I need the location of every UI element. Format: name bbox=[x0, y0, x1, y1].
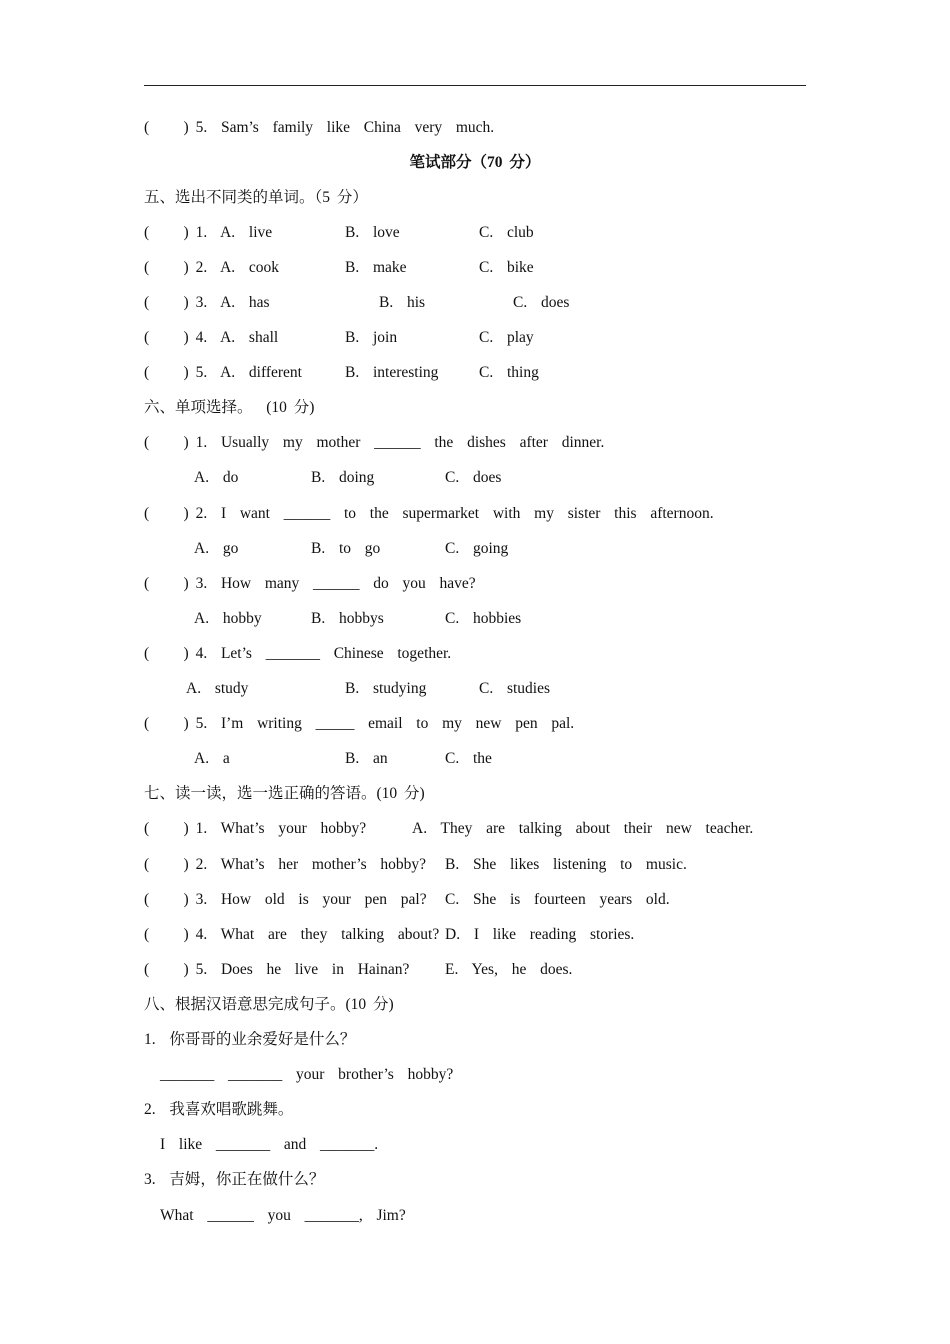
s5-q5-option-b: B. interesting bbox=[345, 364, 439, 381]
s5-q1: ( ) 1. A. live bbox=[144, 224, 273, 241]
s8-q3-chinese: 3. 吉姆，你正在做什么？ bbox=[144, 1171, 325, 1188]
s6-q1-option-b: B. doing bbox=[311, 469, 375, 486]
s6-q3-option-c: C. hobbies bbox=[445, 610, 522, 627]
s7-q1: ( ) 1. What’s your hobby? bbox=[144, 820, 367, 837]
s5-q3: ( ) 3. A. has bbox=[144, 294, 270, 311]
s6-q3-option-b: B. hobbys bbox=[311, 610, 384, 627]
s5-q3-option-b: B. his bbox=[379, 294, 426, 311]
s5-q4-option-c: C. play bbox=[479, 329, 534, 346]
prev-question-5: ( ) 5. Sam’s family like China very much. bbox=[144, 119, 495, 136]
s7-answer-b: B. She likes listening to music. bbox=[445, 856, 687, 873]
s5-q5-option-c: C. thing bbox=[479, 364, 539, 381]
s5-q2-option-c: C. bike bbox=[479, 259, 534, 276]
s7-answer-a: A. They are talking about their new teacher. bbox=[412, 820, 754, 837]
s7-answer-e: E. Yes, he does. bbox=[445, 961, 573, 978]
section-7-title: 七、读一读，选一选正确的答语。(10 分) bbox=[144, 785, 425, 802]
s6-q5-option-c: C. the bbox=[445, 750, 492, 767]
s6-q2-option-c: C. going bbox=[445, 540, 509, 557]
section-8-title: 八、根据汉语意思完成句子。(10 分) bbox=[144, 996, 394, 1013]
s6-q2-option-b: B. to go bbox=[311, 540, 381, 557]
s5-q1-option-b: B. love bbox=[345, 224, 400, 241]
s8-q3-english: What ______ you _______, Jim? bbox=[160, 1207, 406, 1224]
s8-q2-chinese: 2. 我喜欢唱歌跳舞。 bbox=[144, 1101, 294, 1118]
section-6-title: 六、单项选择。 (10 分) bbox=[144, 399, 315, 416]
s7-q5: ( ) 5. Does he live in Hainan? bbox=[144, 961, 410, 978]
s7-q2: ( ) 2. What’s her mother’s hobby? bbox=[144, 856, 427, 873]
s5-q2-option-b: B. make bbox=[345, 259, 407, 276]
s6-q4-option-b: B. studying bbox=[345, 680, 427, 697]
s6-q4: ( ) 4. Let’s _______ Chinese together. bbox=[144, 645, 452, 662]
s7-q4: ( ) 4. What are they talking about? bbox=[144, 926, 440, 943]
s6-q2-option-a: A. go bbox=[194, 540, 239, 557]
s7-q3: ( ) 3. How old is your pen pal? bbox=[144, 891, 427, 908]
s5-q5: ( ) 5. A. different bbox=[144, 364, 302, 381]
s7-answer-d: D. I like reading stories. bbox=[445, 926, 635, 943]
s6-q5: ( ) 5. I’m writing _____ email to my new pen pal. bbox=[144, 715, 575, 732]
s5-q3-option-c: C. does bbox=[513, 294, 570, 311]
s6-q4-option-c: C. studies bbox=[479, 680, 551, 697]
s8-q1-chinese: 1. 你哥哥的业余爱好是什么？ bbox=[144, 1031, 356, 1048]
s6-q1-option-a: A. do bbox=[194, 469, 239, 486]
written-part-title: 笔试部分（70 分） bbox=[409, 154, 541, 171]
section-5-title: 五、选出不同类的单词。（5 分） bbox=[144, 189, 368, 206]
s6-q4-option-a: A. study bbox=[186, 680, 249, 697]
s6-q1-option-c: C. does bbox=[445, 469, 502, 486]
s5-q4: ( ) 4. A. shall bbox=[144, 329, 279, 346]
s6-q3: ( ) 3. How many ______ do you have? bbox=[144, 575, 476, 592]
s8-q2-english: I like _______ and _______. bbox=[160, 1136, 379, 1153]
s6-q1: ( ) 1. Usually my mother ______ the dishes after dinner. bbox=[144, 434, 605, 451]
header-rule bbox=[144, 85, 806, 86]
s6-q5-option-b: B. an bbox=[345, 750, 388, 767]
s6-q5-option-a: A. a bbox=[194, 750, 230, 767]
s5-q1-option-c: C. club bbox=[479, 224, 534, 241]
s5-q2: ( ) 2. A. cook bbox=[144, 259, 280, 276]
s6-q2: ( ) 2. I want ______ to the supermarket with my sister this afternoon. bbox=[144, 505, 714, 522]
s7-answer-c: C. She is fourteen years old. bbox=[445, 891, 670, 908]
s5-q4-option-b: B. join bbox=[345, 329, 398, 346]
s6-q3-option-a: A. hobby bbox=[194, 610, 262, 627]
s8-q1-english: _______ _______ your brother’s hobby? bbox=[160, 1066, 454, 1083]
